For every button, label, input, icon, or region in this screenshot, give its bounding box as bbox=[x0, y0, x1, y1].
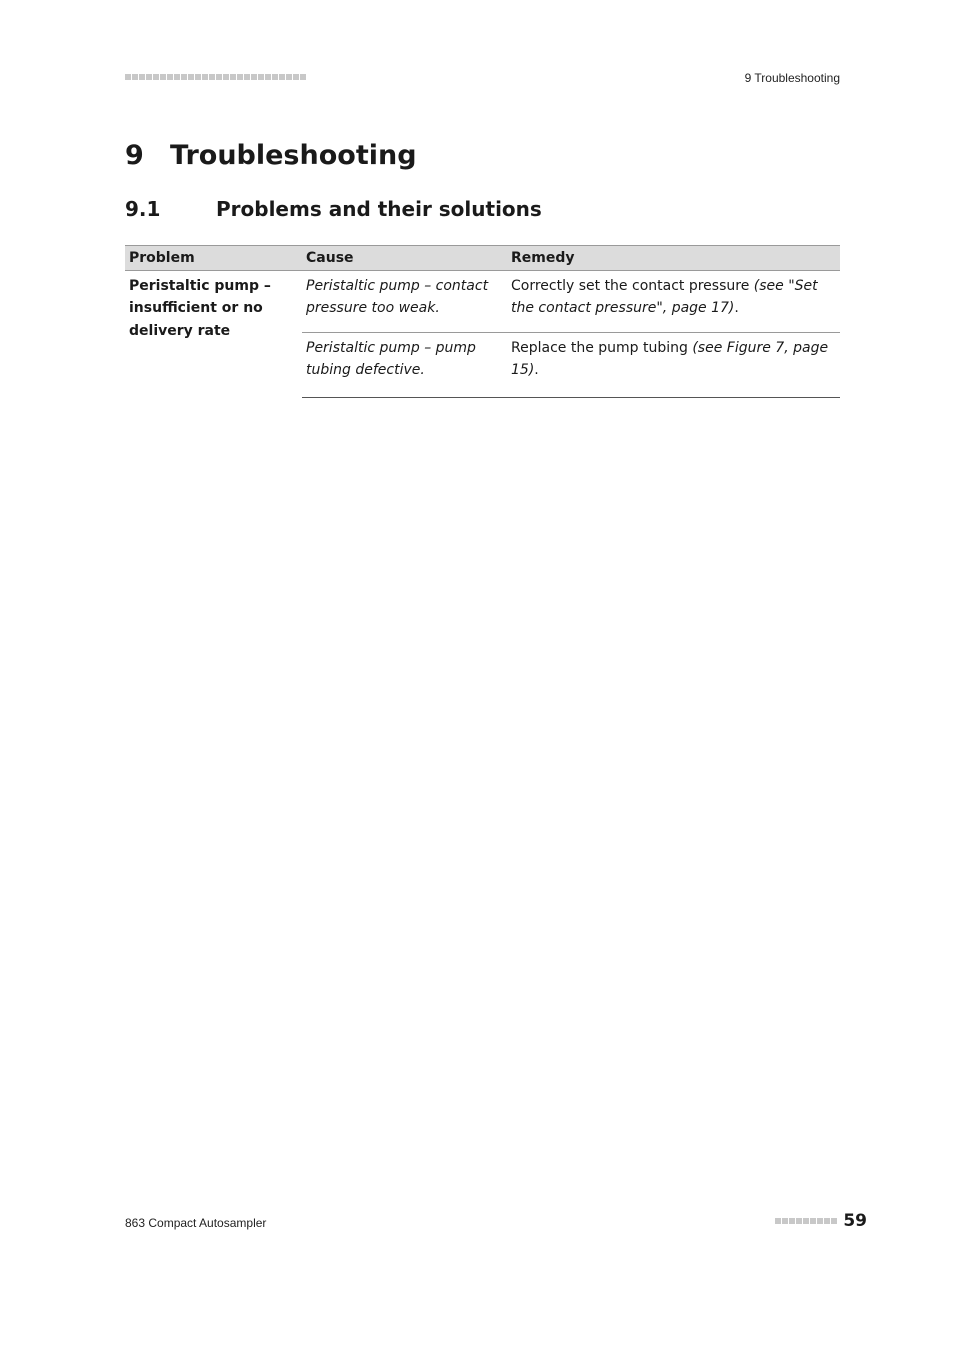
decoration-square bbox=[209, 74, 215, 80]
remedy-cell bbox=[507, 270, 840, 332]
running-header-title: 9 Troubleshooting bbox=[744, 71, 840, 85]
decoration-square bbox=[293, 74, 299, 80]
decoration-square bbox=[817, 1218, 823, 1224]
footer-page-marker bbox=[775, 1211, 867, 1231]
decoration-square bbox=[286, 74, 292, 80]
decoration-square bbox=[167, 74, 173, 80]
footer-product-name: 863 Compact Autosampler bbox=[125, 1216, 267, 1230]
decoration-square bbox=[272, 74, 278, 80]
header-decoration bbox=[125, 74, 306, 80]
decoration-square bbox=[803, 1218, 809, 1224]
decoration-square bbox=[146, 74, 152, 80]
chapter-number: 9 bbox=[125, 140, 144, 171]
decoration-square bbox=[810, 1218, 816, 1224]
decoration-square bbox=[258, 74, 264, 80]
decoration-square bbox=[789, 1218, 795, 1224]
decoration-square bbox=[188, 74, 194, 80]
decoration-square bbox=[153, 74, 159, 80]
table-header-row bbox=[125, 246, 840, 271]
decoration-square bbox=[300, 74, 306, 80]
remedy-end: . bbox=[734, 300, 739, 316]
decoration-square bbox=[174, 74, 180, 80]
decoration-square bbox=[216, 74, 222, 80]
problem-cell: Peristaltic pump – insufficient or no delivery rate bbox=[129, 277, 271, 339]
header-problem: Problem bbox=[125, 246, 302, 271]
section-title bbox=[125, 197, 542, 221]
remedy-text: Replace the pump tubing bbox=[511, 339, 693, 356]
decoration-square bbox=[796, 1218, 802, 1224]
decoration-square bbox=[824, 1218, 830, 1224]
remedy-cell bbox=[507, 332, 840, 397]
decoration-square bbox=[195, 74, 201, 80]
section-number: 9.1 bbox=[125, 197, 161, 221]
chapter-title bbox=[125, 140, 417, 171]
decoration-square bbox=[775, 1218, 781, 1224]
decoration-square bbox=[160, 74, 166, 80]
cause-cell: Peristaltic pump – pump tubing defective. bbox=[302, 332, 507, 397]
remedy-reference-link[interactable]: (see Figure 7, page 15) bbox=[511, 339, 829, 378]
decoration-square bbox=[782, 1218, 788, 1224]
remedy-text: Correctly set the contact pressure bbox=[511, 277, 754, 294]
decoration-square bbox=[279, 74, 285, 80]
remedy-reference-link[interactable]: (see "Set the contact pressure", page 17) bbox=[511, 277, 818, 316]
cause-cell: Peristaltic pump – contact pressure too weak. bbox=[302, 270, 507, 332]
table-row bbox=[125, 270, 840, 332]
decoration-square bbox=[132, 74, 138, 80]
decoration-square bbox=[181, 74, 187, 80]
decoration-square bbox=[125, 74, 131, 80]
decoration-square bbox=[202, 74, 208, 80]
footer-decoration bbox=[775, 1218, 837, 1224]
decoration-square bbox=[139, 74, 145, 80]
section-title-text: Problems and their solutions bbox=[216, 197, 542, 221]
decoration-square bbox=[237, 74, 243, 80]
troubleshooting-table bbox=[125, 245, 840, 398]
decoration-square bbox=[831, 1218, 837, 1224]
page-number: 59 bbox=[843, 1211, 867, 1231]
decoration-square bbox=[251, 74, 257, 80]
chapter-title-text: Troubleshooting bbox=[170, 140, 417, 171]
decoration-square bbox=[244, 74, 250, 80]
header-cause: Cause bbox=[302, 246, 507, 271]
decoration-square bbox=[230, 74, 236, 80]
remedy-end: . bbox=[534, 362, 539, 378]
header-remedy: Remedy bbox=[507, 246, 840, 271]
decoration-square bbox=[223, 74, 229, 80]
decoration-square bbox=[265, 74, 271, 80]
